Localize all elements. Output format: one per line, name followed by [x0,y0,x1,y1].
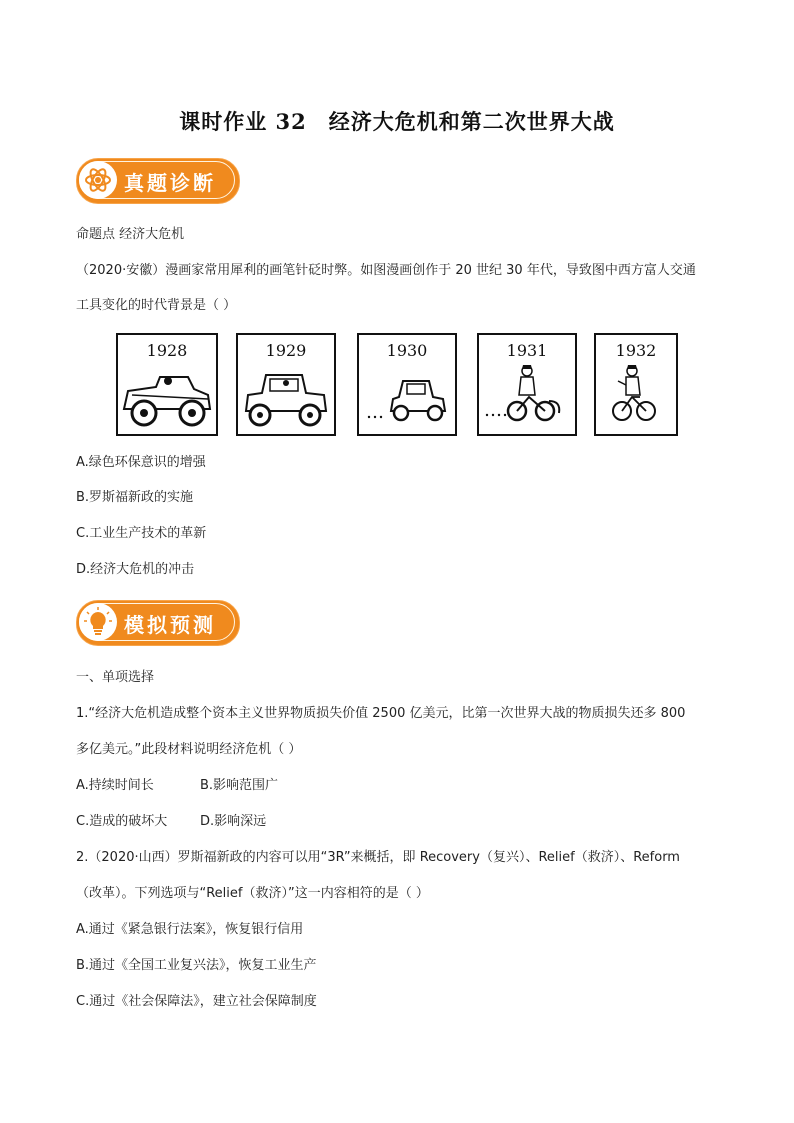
lightbulb-icon [79,603,117,641]
cartoon-panel-1931 [477,333,577,436]
q1-line1: 1.“经济大危机造成整个资本主义世界物质损失价值 2500 亿美元，比第一次世界大战的物质损失还多 800 [76,706,686,721]
banner-label: 模拟预测 [124,613,216,637]
cartoon-year: 1930 [386,341,428,360]
section-banner-real-questions [76,158,240,204]
q1-line2: 多亿美元。”此段材料说明经济危机（ ） [76,742,302,757]
option-c: C.工业生产技术的革新 [76,526,207,541]
section-heading: 一、单项选择 [76,670,155,685]
bicycle-icon [596,365,676,435]
section-banner-simulation [76,600,240,646]
cartoon-year: 1931 [506,341,548,360]
title-main: 经济大危机和第二次世界大战 [328,109,615,134]
cartoon-year: 1928 [146,341,188,360]
cartoon-panel-1932 [594,333,678,436]
q2-option-b: B.通过《全国工业复兴法》，恢复工业生产 [76,958,317,973]
page-title [0,106,794,136]
cartoon-panel-1928 [116,333,218,436]
motorcycle-icon [479,365,575,435]
q2-line2: （改革）。下列选项与“Relief（救济）”这一内容相符的是（ ） [76,886,429,901]
topic-line: 命题点 经济大危机 [76,227,185,242]
q1-option-a: A.持续时间长 [76,778,154,793]
car-icon [238,365,334,435]
q1-options-ab [76,777,278,795]
large-car-icon [118,365,216,435]
question-text-line2: 工具变化的时代背景是（ ） [76,298,237,313]
option-b: B.罗斯福新政的实施 [76,490,194,505]
atom-icon [79,161,117,199]
q1-option-c: C.造成的破坏大 [76,814,168,829]
q2-option-a: A.通过《紧急银行法案》，恢复银行信用 [76,922,304,937]
title-prefix: 课时作业 32 [179,109,307,134]
cartoon-year: 1932 [615,341,657,360]
q2-option-c: C.通过《社会保障法》，建立社会保障制度 [76,994,317,1009]
q2-line1: 2.（2020·山西）罗斯福新政的内容可以用“3R”来概括，即 Recovery（复兴）、Relief（救济）、Reform [76,850,680,865]
option-a: A.绿色环保意识的增强 [76,455,206,470]
option-d: D.经济大危机的冲击 [76,562,195,577]
question-text-line1: （2020·安徽）漫画家常用犀利的画笔针砭时弊。如图漫画创作于 20 世纪 30 年代，导致图中西方富人交通 [76,263,696,278]
q1-option-d: D.影响深远 [200,814,267,829]
cartoon-panel-1929 [236,333,336,436]
q1-options-cd [76,813,266,831]
q1-option-b: B.影响范围广 [200,778,279,793]
banner-label: 真题诊断 [124,171,216,195]
cartoon-panel-1930 [357,333,457,436]
cartoon-year: 1929 [265,341,307,360]
small-car-icon [359,365,455,435]
